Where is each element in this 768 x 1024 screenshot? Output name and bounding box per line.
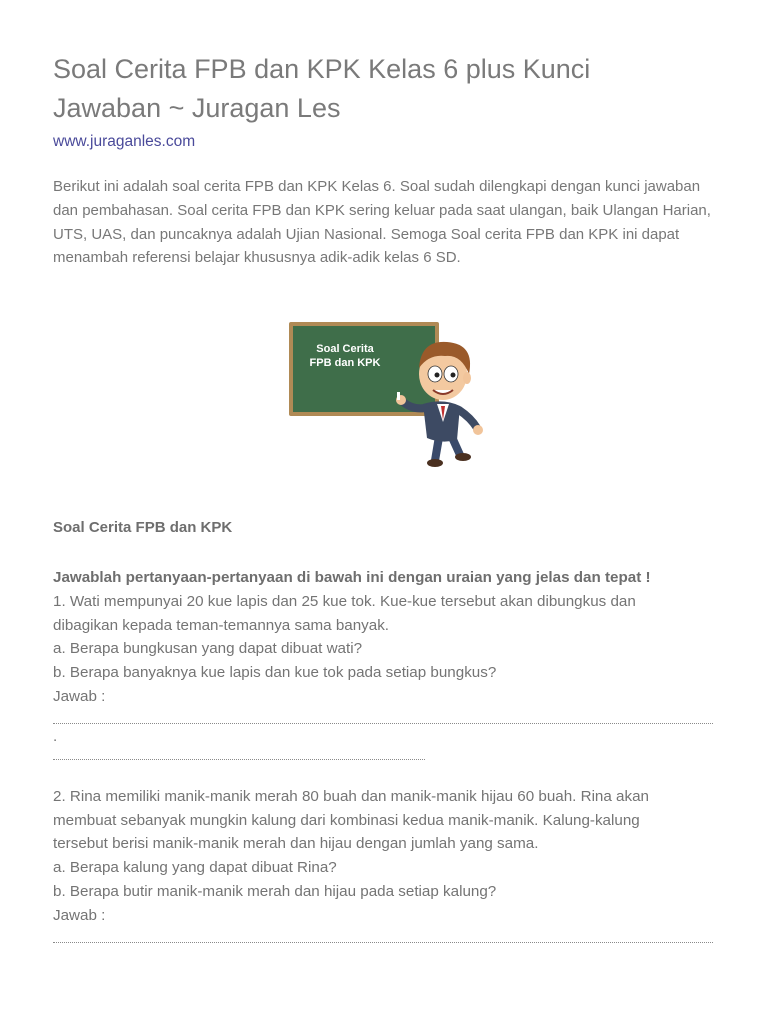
instruction-text: Jawablah pertanyaan-pertanyaan di bawah ini dengan uraian yang jelas dan tepat !: [53, 569, 651, 586]
answer-period: .: [53, 727, 58, 745]
question-1-text-line1: 1. Wati mempunyai 20 kue lapis dan 25 kue tok. Kue-kue tersebut akan dibungkus dan: [53, 592, 636, 610]
question-2-text-line1: 2. Rina memiliki manik-manik merah 80 buah dan manik-manik hijau 60 buah. Rina akan: [53, 787, 649, 805]
chalkboard: [293, 326, 435, 412]
board-text-line2: FPB dan KPK: [309, 357, 381, 369]
answer-dotted-line: [53, 747, 425, 760]
board-text-line1: Soal Cerita: [316, 343, 374, 355]
answer-dotted-line: [53, 930, 713, 943]
article-title: Soal Cerita FPB dan KPK Kelas 6 plus Kunci Jawaban ~ Juragan Les: [53, 54, 591, 123]
question-1-text-line2: dibagikan kepada teman-temannya sama banyak.: [53, 616, 390, 634]
question-1-answer-label: Jawab :: [53, 687, 106, 705]
question-2-text-line2: membuat sebanyak mungkin kalung dari kombinasi kedua manik-manik. Kalung-kalung: [53, 811, 640, 829]
chalkboard-boy-illustration: [285, 318, 485, 473]
question-2-part-a: a. Berapa kalung yang dapat dibuat Rina?: [53, 859, 337, 877]
answer-dotted-line: [53, 711, 713, 724]
question-1-part-a: a. Berapa bungkusan yang dapat dibuat wati?: [53, 640, 363, 658]
question-2-text-line3: tersebut berisi manik-manik merah dan hijau dengan jumlah yang sama.: [53, 835, 539, 853]
intro-paragraph: Berikut ini adalah soal cerita FPB dan KPK Kelas 6. Soal sudah dilengkapi dengan kunci jawaban dan pembahasan. Soal cerita FPB dan KPK sering keluar pada saat ulangan, baik Ulangan Harian, UTS, UAS, dan puncaknya adalah Ujian Nasional. Semoga Soal cerita FPB dan KPK ini dapat menambah referensi belajar khususnya adik-adik kelas 6 SD.: [53, 178, 711, 267]
source-link[interactable]: www.juraganles.com: [53, 133, 196, 150]
question-2-part-b: b. Berapa butir manik-manik merah dan hijau pada setiap kalung?: [53, 882, 497, 900]
question-2-answer-label: Jawab :: [53, 906, 106, 924]
questions-content: [53, 566, 715, 946]
section-title: Soal Cerita FPB dan KPK: [53, 519, 233, 536]
question-1-part-b: b. Berapa banyaknya kue lapis dan kue tok pada setiap bungkus?: [53, 664, 497, 682]
